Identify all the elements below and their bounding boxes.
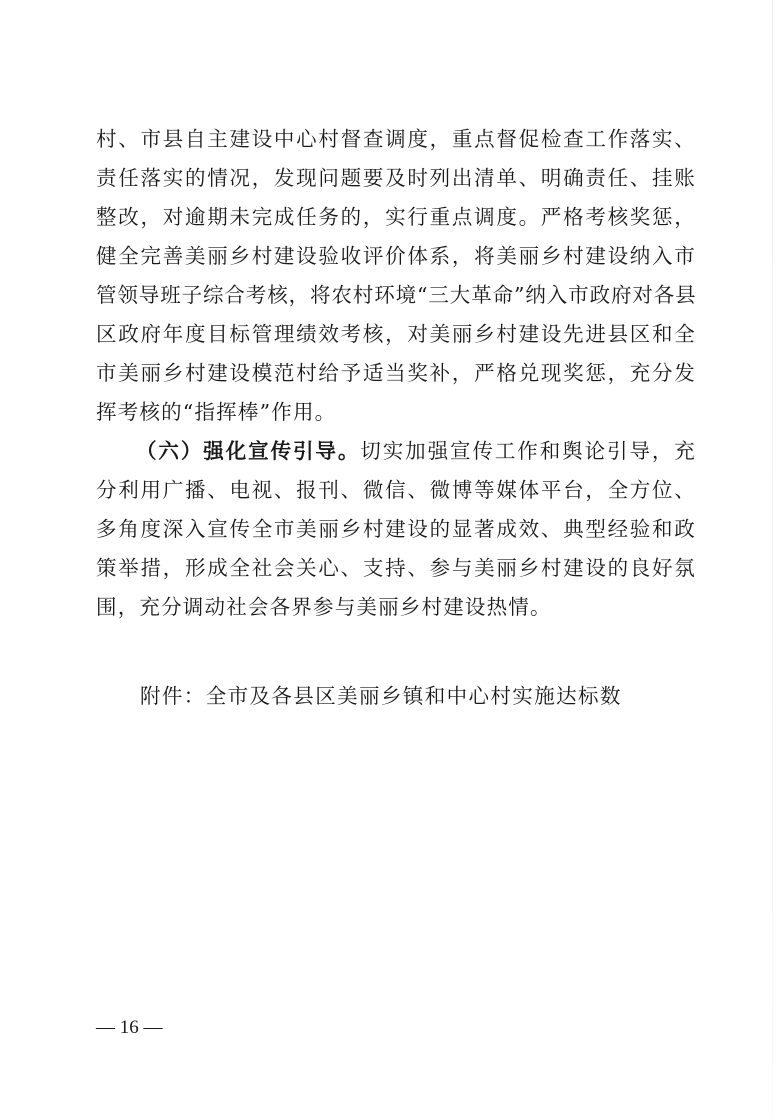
paragraph-publicity: [96, 432, 696, 627]
text-line: 健全完善美丽乡村建设验收评价体系，将美丽乡村建设纳入市: [96, 244, 696, 268]
text-line: 区政府年度目标管理绩效考核，对美丽乡村建设先进县区和全: [96, 322, 696, 346]
text-line: 策举措，形成全社会关心、支持、参与美丽乡村建设的良好氛: [96, 556, 696, 580]
heading-continuation: 切实加强宣传工作和舆论引导，充: [360, 439, 697, 463]
text-line: 围，充分调动社会各界参与美丽乡村建设热情。: [96, 595, 552, 619]
text-line: 整改，对逾期未完成任务的，实行重点调度。严格考核奖惩，: [96, 205, 696, 229]
text-line: 管领导班子综合考核，将农村环境“三大革命”纳入市政府对各县: [96, 283, 696, 307]
scan-edge: [772, 0, 773, 1118]
text-line-first: [96, 432, 696, 471]
text-line: 市美丽乡村建设模范村给予适当奖补，严格兑现奖惩，充分发: [96, 361, 696, 385]
text-line: 责任落实的情况，发现问题要及时列出清单、明确责任、挂账: [96, 166, 696, 190]
text-line: 分利用广播、电视、报刊、微信、微博等媒体平台，全方位、: [96, 478, 696, 502]
page-number: — 16 —: [96, 1017, 163, 1038]
section-heading: （六）强化宣传引导。: [136, 439, 361, 463]
text-line: 多角度深入宣传全市美丽乡村建设的显著成效、典型经验和政: [96, 517, 696, 541]
paragraph-supervision: [96, 120, 696, 432]
attachment-note: 附件：全市及各县区美丽乡镇和中心村实施达标数: [140, 684, 622, 708]
text-line: 挥考核的“指挥棒”作用。: [96, 400, 337, 424]
body-text: [96, 120, 696, 627]
text-line: 村、市县自主建设中心村督查调度，重点督促检查工作落实、: [96, 127, 696, 151]
